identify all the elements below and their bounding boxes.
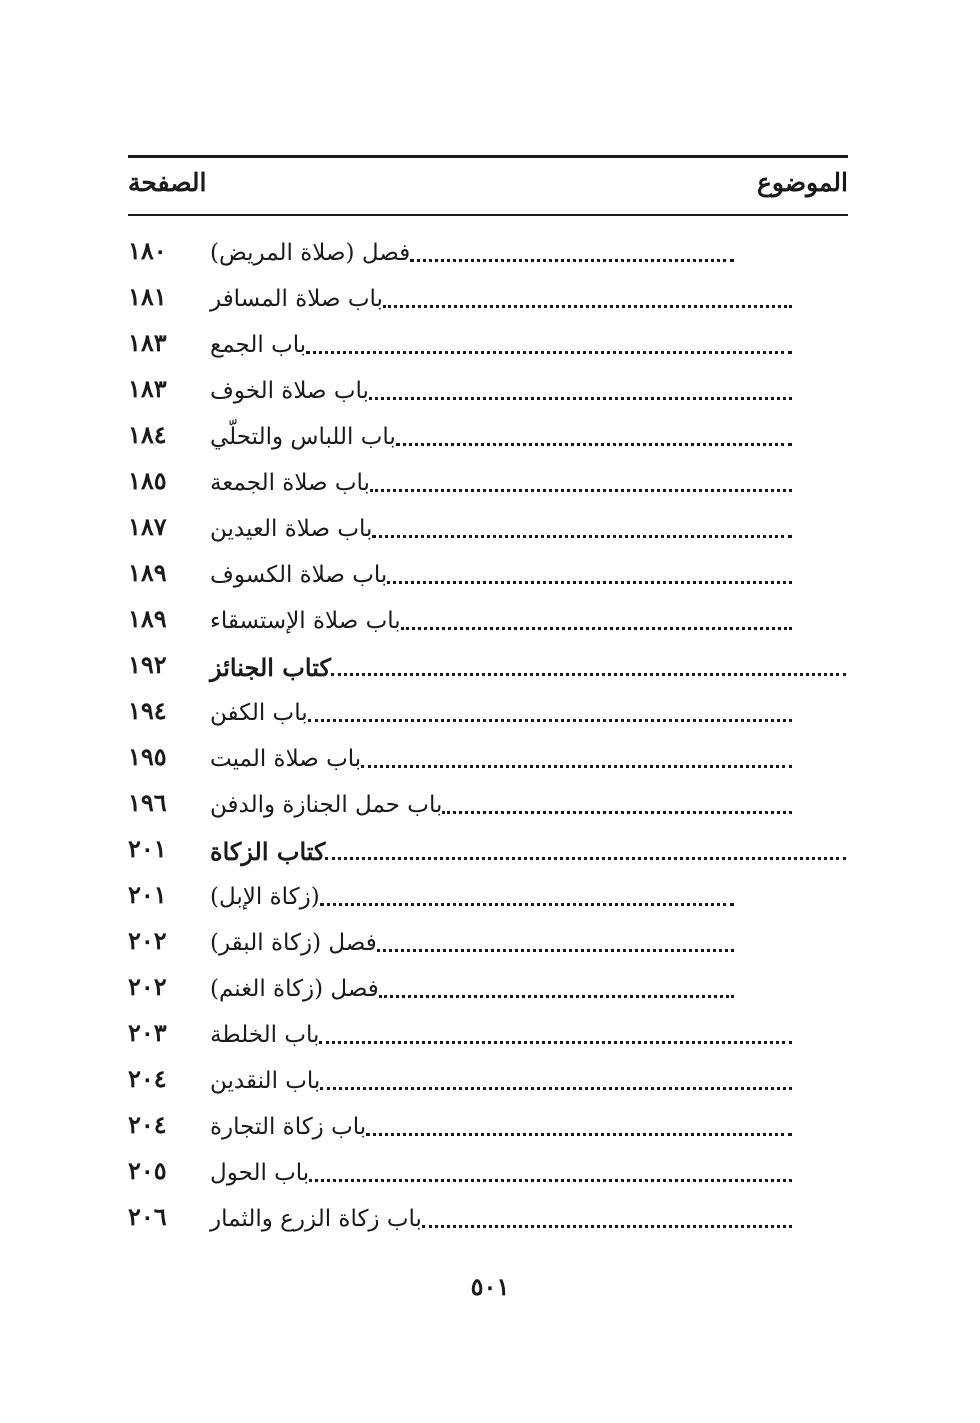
toc-entry [0, 596, 980, 642]
toc-entry-page: ٢٠١ [128, 834, 167, 863]
header-top-rule [128, 155, 848, 158]
toc-entry-page: ١٩٢ [128, 650, 167, 679]
toc-entry-page: ٢٠٢ [128, 926, 167, 955]
dot-leader [319, 1041, 792, 1044]
toc-entry [0, 964, 980, 1010]
page-number: ٥٠١ [470, 1272, 510, 1301]
toc-entry-page: ١٩٦ [128, 788, 167, 817]
toc-entry [0, 1194, 980, 1240]
toc-entry [0, 504, 980, 550]
dot-leader [331, 673, 846, 676]
toc-entry-line [200, 1202, 792, 1236]
toc-entry [0, 642, 980, 688]
toc-entry-title: كتاب الزكاة [210, 836, 326, 866]
toc-entry [0, 734, 980, 780]
toc-entry-title: باب الكفن [210, 700, 308, 726]
toc-entry-title: باب الحول [210, 1160, 310, 1186]
toc-entry-line [200, 558, 792, 592]
toc-entry-title: باب صلاة الكسوف [210, 562, 388, 588]
toc-entry [0, 1148, 980, 1194]
toc-entry-page: ١٨٧ [128, 512, 167, 541]
toc-entry-page: ١٨٩ [128, 558, 167, 587]
toc-header [128, 168, 848, 208]
toc-entry [0, 780, 980, 826]
toc-entry-title: فصل (صلاة المريض) [210, 240, 411, 266]
toc-entry-title: باب صلاة الخوف [210, 378, 369, 404]
toc-entry-title: فصل (زكاة الغنم) [210, 976, 379, 1002]
toc-entry-line [200, 696, 792, 730]
page-column-heading: الصفحة [128, 168, 207, 197]
toc-entry [0, 1010, 980, 1056]
dot-leader [442, 811, 792, 814]
toc-entry-title: باب حمل الجنازة والدفن [210, 792, 443, 818]
toc-entry-title: باب النقدين [210, 1068, 321, 1094]
toc-entry-title: (زكاة الإبل) [210, 884, 320, 910]
dot-leader [383, 305, 792, 308]
toc-entry-line [200, 1018, 792, 1052]
dot-leader [387, 581, 792, 584]
toc-entry [0, 274, 980, 320]
dot-leader [396, 443, 792, 446]
toc-entry-line [200, 926, 734, 960]
toc-entry-line [200, 1064, 792, 1098]
toc-entry-page: ١٨٥ [128, 466, 167, 495]
dot-leader [361, 765, 792, 768]
dot-leader [422, 1225, 792, 1228]
toc-entry-page: ١٩٥ [128, 742, 167, 771]
toc-entry-page: ١٩٤ [128, 696, 167, 725]
dot-leader [306, 351, 792, 354]
dot-leader [325, 857, 846, 860]
dot-leader [379, 995, 734, 998]
toc-entry-title: باب الخلطة [210, 1022, 320, 1048]
toc-entry-page: ٢٠٣ [128, 1018, 167, 1047]
toc-entry-line [200, 374, 792, 408]
toc-entry-title: باب زكاة التجارة [210, 1114, 367, 1140]
toc-entry-title: باب صلاة الجمعة [210, 470, 370, 496]
toc-entry-page: ٢٠١ [128, 880, 167, 909]
toc-entry-title: باب صلاة العيدين [210, 516, 373, 542]
toc-entry [0, 872, 980, 918]
dot-leader [369, 397, 792, 400]
toc-entry [0, 1056, 980, 1102]
toc-entry-line [200, 1156, 792, 1190]
dot-leader [308, 719, 792, 722]
dot-leader [372, 535, 792, 538]
toc-entry-title: كتاب الجنائز [210, 652, 331, 682]
toc-entry [0, 918, 980, 964]
dot-leader [320, 903, 734, 906]
toc-entry [0, 1102, 980, 1148]
toc-entry-page: ٢٠٢ [128, 972, 167, 1001]
toc-entry-line [200, 282, 792, 316]
toc-entry-line [200, 512, 792, 546]
toc-entry-page: ١٨٣ [128, 374, 167, 403]
dot-leader [370, 489, 792, 492]
topic-column-heading: الموضوع [757, 168, 848, 197]
toc-entry-line [200, 420, 792, 454]
toc-entry [0, 826, 980, 872]
dot-leader [401, 627, 792, 630]
dot-leader [377, 949, 734, 952]
toc-entry-line [200, 650, 846, 684]
toc-entry-title: باب الجمع [210, 332, 307, 358]
toc-entry-line [200, 742, 792, 776]
toc-entry-page: ١٨٤ [128, 420, 167, 449]
toc-entry-line [200, 466, 792, 500]
toc-entry-line [200, 880, 734, 914]
toc-entry [0, 688, 980, 734]
toc-entry-page: ١٨٠ [128, 236, 167, 265]
dot-leader [309, 1179, 792, 1182]
toc-entry [0, 228, 980, 274]
toc-entry-page: ٢٠٦ [128, 1202, 167, 1231]
toc-entry-page: ٢٠٥ [128, 1156, 167, 1185]
toc-entry [0, 412, 980, 458]
toc-entry-line [200, 972, 734, 1006]
dot-leader [366, 1133, 792, 1136]
toc-entry-line [200, 788, 792, 822]
toc-entry-line [200, 834, 846, 868]
toc-entry-title: باب صلاة الإستسقاء [210, 608, 401, 634]
toc-entry-title: باب اللباس والتحلّي [210, 424, 396, 450]
toc-entry-title: فصل (زكاة البقر) [210, 930, 377, 956]
toc-entry-title: باب زكاة الزرع والثمار [210, 1206, 422, 1232]
toc-entry-line [200, 604, 792, 638]
toc-entry [0, 366, 980, 412]
toc-entry-title: باب صلاة المسافر [210, 286, 383, 312]
dot-leader [320, 1087, 792, 1090]
toc-entry-page: ١٨٣ [128, 328, 167, 357]
toc-entry [0, 320, 980, 366]
toc-entry-page: ١٨٩ [128, 604, 167, 633]
toc-entry-line [200, 328, 792, 362]
toc-entry-page: ١٨١ [128, 282, 167, 311]
toc-entry [0, 458, 980, 504]
toc-entry-page: ٢٠٤ [128, 1064, 167, 1093]
toc-entry [0, 550, 980, 596]
dot-leader [410, 259, 734, 262]
toc-entry-title: باب صلاة الميت [210, 746, 362, 772]
header-bottom-rule [128, 214, 848, 216]
toc-entry-line [200, 1110, 792, 1144]
toc-entry-line [200, 236, 734, 270]
toc-entry-page: ٢٠٤ [128, 1110, 167, 1139]
